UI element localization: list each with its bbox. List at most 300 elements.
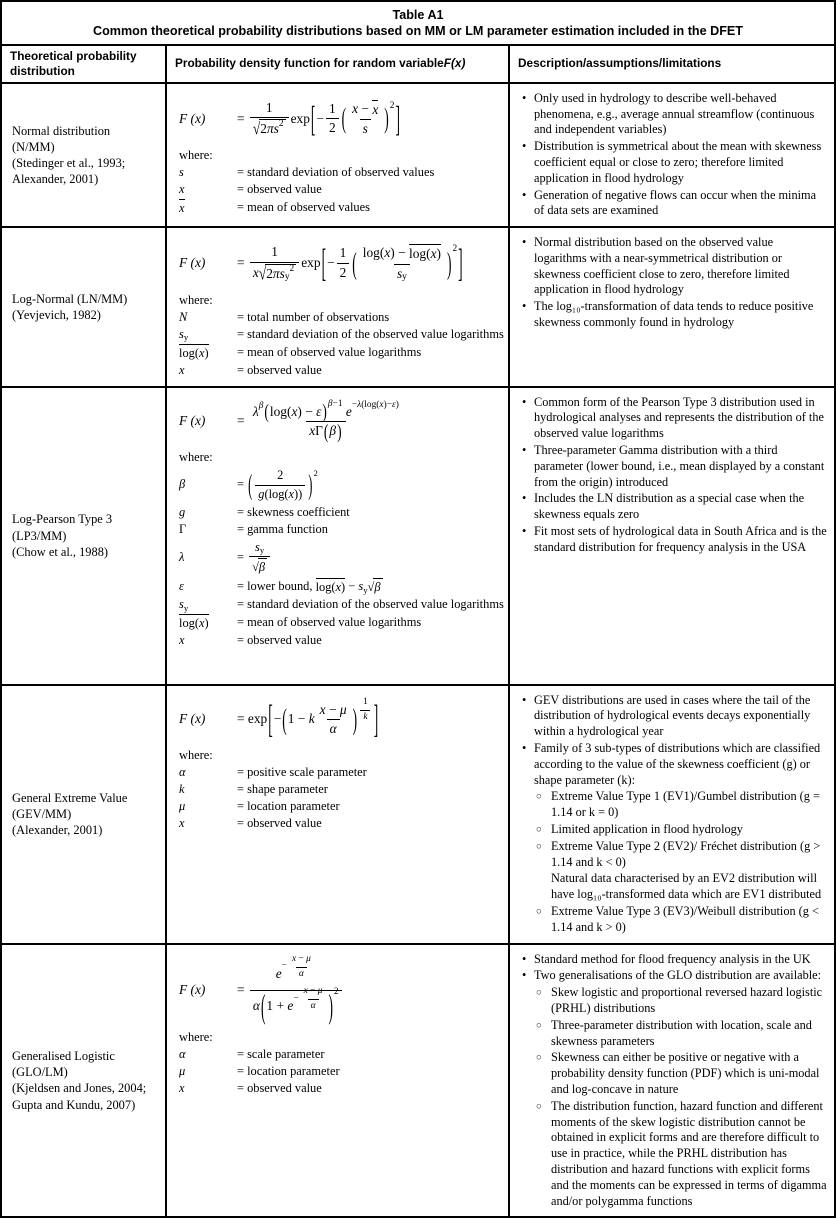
math-token: − (351, 399, 358, 410)
math-token: λ (179, 549, 185, 564)
where-description (237, 539, 272, 577)
math-token (250, 117, 289, 138)
math-token: 1 (339, 245, 347, 261)
superscript (259, 401, 264, 413)
square-root (253, 119, 286, 138)
where-entry (179, 326, 504, 343)
math-token: = gamma function (237, 521, 328, 536)
pdf-formula (179, 243, 500, 284)
distribution-cell (2, 686, 167, 943)
math-token: = observed value (237, 1081, 322, 1096)
math-token: μ (179, 799, 186, 814)
math-token: (log( (264, 486, 289, 501)
math-token: − (316, 110, 324, 126)
where-description (237, 765, 367, 781)
math-token: = standard deviation of the observed value logarithms (237, 597, 504, 612)
math-token: = observed value (237, 633, 322, 648)
math-token: x (179, 1081, 185, 1096)
where-entry (179, 578, 500, 596)
where-entry (179, 816, 500, 832)
description-cell (510, 388, 834, 684)
math-token: x (309, 423, 316, 439)
where-symbol (179, 799, 237, 815)
math-token: 2 (452, 244, 458, 255)
math-token: x (179, 816, 185, 831)
math-token (250, 262, 299, 283)
col-header-pdf-fx: F(x) (443, 56, 466, 71)
math-token: y (183, 332, 189, 343)
math-token: β (179, 477, 186, 492)
where-entry (179, 199, 500, 217)
math-token: 1 (363, 697, 368, 708)
subscript (363, 585, 367, 596)
distribution-name-line: Alexander, 2001) (12, 172, 99, 187)
math-token (337, 263, 350, 282)
math-token (250, 986, 342, 1025)
where-entry (179, 633, 500, 649)
fraction (250, 100, 289, 139)
math-token: − (293, 993, 299, 1004)
math-token: x (319, 701, 326, 717)
where-label: where: (179, 1030, 213, 1045)
math-token (289, 954, 314, 967)
math-token: ) (204, 345, 209, 360)
where-description (237, 1047, 324, 1063)
fraction (360, 244, 444, 283)
math-token: = mean of observed value logarithms (237, 615, 422, 630)
distribution-name-line: Gupta and Kundu, 2007) (12, 1097, 136, 1112)
table-row-normal (2, 84, 834, 228)
math-token (337, 245, 350, 263)
square-root (252, 558, 267, 576)
distribution-name-line: Normal distribution (12, 123, 111, 138)
formula-body (237, 99, 401, 140)
description-bullet: • The log₁₀-transformation of data tends to reduce positive skewness commonly found in hydrology (520, 299, 828, 331)
math-token: − (273, 711, 282, 727)
math-token (296, 967, 307, 981)
where-symbol (179, 199, 237, 217)
where-description (237, 615, 421, 631)
math-token: = positive scale parameter (237, 765, 367, 780)
math-token: x (379, 399, 384, 410)
table-row-log-pearson-type-3 (2, 388, 834, 686)
math-token: = skewness coefficient (237, 504, 350, 519)
superscript (282, 953, 316, 981)
math-token: − (358, 100, 373, 116)
description-bullet: ○ Extreme Value Type 2 (EV2)/ Fréchet distribution (g > 1.14 and k < 0) (520, 839, 828, 871)
math-token: 2 (389, 100, 395, 111)
table-row-general-extreme-value (2, 686, 834, 945)
where-entry (179, 522, 500, 538)
overline (179, 614, 209, 632)
math-token: α (252, 997, 260, 1013)
where-entry (179, 799, 500, 815)
math-token: ) − (390, 245, 410, 261)
math-token: x (303, 986, 308, 997)
stretchy-bracket: ) (447, 245, 452, 281)
math-token: e (287, 997, 294, 1013)
where-symbol (179, 550, 237, 566)
math-token: y (363, 584, 368, 595)
description-bullet: • GEV distributions are used in cases where the tail of the distribution of hydrological events decays exponentially within a hydrological year (520, 693, 828, 740)
math-token: β (258, 401, 264, 412)
math-token: x (384, 245, 391, 261)
distribution-name-line: (N/MM) (12, 139, 55, 154)
math-token: α (179, 1047, 186, 1062)
math-token: g (258, 486, 265, 501)
math-token: = (237, 477, 248, 492)
superscript (313, 468, 317, 479)
where-description (237, 799, 340, 815)
math-token: s (358, 579, 364, 594)
description-bullet: ○ The distribution function, hazard function and different moments of the skew logistic distribution cannot be obtained in explicit forms and are therefore difficult to use in practice, while the PRHL distribution has distribution and hazard functions with explicit forms and the moments can be expressed in terms of digamma and/or polygamma functions (520, 1099, 828, 1210)
math-token: log( (269, 403, 292, 419)
math-token: x (252, 264, 259, 280)
math-token: β (258, 560, 266, 575)
math-token: log( (362, 245, 385, 261)
where-symbol (179, 597, 237, 613)
table-title-block (2, 2, 834, 46)
math-token: exp (301, 254, 321, 270)
math-token: = standard deviation of observed values (237, 165, 435, 180)
table-row-log-normal (2, 228, 834, 388)
fraction (326, 101, 339, 138)
where-description (237, 816, 322, 832)
math-token: 1 (271, 244, 278, 260)
distribution-name-line: (Alexander, 2001) (12, 823, 103, 838)
math-token: ) (436, 246, 442, 262)
math-token (317, 702, 350, 720)
where-label: where: (179, 748, 213, 763)
math-token: = (237, 982, 248, 998)
description-bullet: ○ Three-parameter distribution with location, scale and skewness parameters (520, 1018, 828, 1050)
description-bullet: Natural data characterised by an EV2 distribution will have log₁₀-transformed data which are EV1 distributed (551, 871, 822, 902)
math-token: 1 (328, 100, 336, 116)
math-token: s (255, 539, 260, 554)
math-token (306, 420, 345, 443)
math-token: x (430, 246, 437, 262)
stretchy-bracket: [ (268, 697, 273, 742)
where-description (237, 200, 370, 216)
description-bullet: • Family of 3 sub-types of distributions which are classified according to the value of the skewness coefficient (g) or shape parameter (k): (520, 741, 828, 788)
where-description (237, 363, 322, 379)
table-body (2, 84, 834, 1217)
math-token (360, 710, 370, 724)
math-token (250, 398, 402, 423)
math-token: 2 (328, 120, 336, 136)
math-token: = observed value (237, 362, 322, 377)
math-token: α (310, 1001, 316, 1012)
math-token (268, 244, 281, 262)
stretchy-bracket: [ (321, 241, 327, 285)
pdf-formula (179, 954, 500, 1025)
subscript (184, 603, 188, 614)
math-token: α (329, 721, 337, 737)
math-token: x (291, 954, 297, 965)
superscript (290, 264, 295, 276)
pdf-formula (179, 99, 500, 140)
stretchy-bracket: ) (308, 468, 313, 501)
distribution-name-line: (GLO/LM) (12, 1065, 68, 1080)
superscript (328, 399, 343, 411)
fraction (249, 540, 270, 576)
stretchy-bracket: ( (264, 400, 269, 423)
square-root (368, 578, 383, 596)
math-token: y (402, 272, 407, 283)
math-token: x (352, 100, 359, 116)
math-token: − (307, 986, 318, 997)
math-token: μ (339, 701, 347, 717)
math-token (301, 986, 326, 999)
math-token: μ (306, 954, 311, 965)
overline (316, 578, 346, 596)
fraction (250, 398, 402, 443)
description-bullet: • Generation of negative flows can occur when the minima of data sets are examined (520, 188, 828, 220)
stretchy-bracket: ( (260, 986, 266, 1025)
where-description (237, 505, 350, 521)
math-token: g (179, 504, 186, 519)
math-token: = mean of observed value logarithms (237, 344, 422, 359)
math-token (259, 119, 285, 138)
table-number: Table A1 (392, 8, 444, 22)
description-bullet: • Standard method for flood frequency analysis in the UK (520, 952, 828, 968)
math-token (327, 719, 340, 738)
pdf-formula (179, 697, 500, 742)
math-token: k (179, 782, 185, 797)
math-token: λ (252, 403, 259, 419)
math-token: y (259, 545, 265, 556)
description-bullet: ○ Extreme Value Type 3 (EV3)/Weibull distribution (g < 1.14 and k > 0) (520, 904, 828, 936)
where-description (237, 522, 328, 538)
math-token: πs (266, 121, 279, 137)
stretchy-bracket: ) (352, 702, 358, 736)
where-entry (179, 1064, 500, 1080)
math-token: = location parameter (237, 1064, 340, 1079)
stretchy-bracket: [ (310, 98, 316, 139)
math-token: y (284, 272, 290, 283)
where-symbol (179, 505, 237, 521)
where-description (237, 578, 383, 596)
where-symbol (179, 165, 237, 181)
math-token: x (179, 362, 185, 377)
math-token (308, 999, 319, 1013)
math-token: log( (179, 616, 199, 631)
description-cell (510, 686, 834, 943)
stretchy-bracket: ( (323, 420, 329, 443)
stretchy-bracket: ) (337, 420, 342, 443)
overline (179, 344, 209, 362)
where-symbol (179, 327, 237, 343)
math-token: μ (317, 986, 323, 997)
overline (372, 100, 378, 119)
math-token: ε (316, 403, 322, 419)
math-token: 2 (266, 265, 273, 281)
math-token: πs (272, 265, 285, 281)
math-token (263, 100, 276, 118)
math-token: = shape parameter (237, 782, 328, 797)
where-entry (179, 1047, 500, 1063)
stretchy-bracket: ] (458, 241, 463, 285)
description-bullet: • Only used in hydrology to describe well-behaved phenomena, e.g., average annual streamflow (continuous and independent variables) (520, 91, 828, 138)
math-token: )− (383, 399, 393, 410)
where-description (237, 782, 328, 798)
math-token (274, 468, 286, 485)
math-token: ) (204, 616, 209, 631)
math-token: = location parameter (237, 799, 340, 814)
math-token: N (179, 309, 188, 324)
radical-sign: √ (367, 579, 375, 594)
math-token: 2 (339, 264, 347, 280)
superscript (279, 119, 284, 131)
stretchy-bracket: ) (384, 102, 389, 135)
description-bullet: • Two generalisations of the GLO distribution are available: (520, 968, 828, 984)
math-token: Γ (179, 521, 187, 536)
formula-body (237, 697, 379, 742)
fx-label: F (x) (179, 982, 206, 998)
where-symbol (179, 765, 237, 781)
math-token: = observed value (237, 182, 322, 197)
math-token: 2 (278, 119, 284, 130)
superscript (452, 244, 457, 256)
math-token: = (237, 711, 248, 727)
description-bullet: ○ Skewness can either be positive or negative with a probability density function (PDF) which is uni-modal and log-concave in nature (520, 1050, 828, 1097)
math-token: = lower bound, (237, 579, 316, 594)
pdf-cell (167, 228, 510, 386)
where-entry (179, 614, 500, 632)
stretchy-bracket: ( (341, 102, 347, 135)
where-symbol (179, 816, 237, 832)
distribution-name-line: Log-Normal (LN/MM) (12, 291, 128, 306)
math-token: log( (409, 246, 431, 262)
radical-sign: √ (252, 559, 259, 574)
stretchy-bracket: ( (282, 702, 287, 736)
math-token: Γ (315, 423, 323, 439)
math-token: (log( (361, 399, 380, 410)
math-token: = (237, 254, 248, 270)
math-token: log( (179, 345, 199, 360)
where-entry (179, 505, 500, 521)
where-entry (179, 597, 504, 613)
stretchy-bracket: ( (352, 245, 357, 281)
distribution-name-line: (Yevjevich, 1982) (12, 307, 101, 322)
superscript (390, 101, 395, 113)
pdf-cell (167, 686, 510, 943)
where-symbol (179, 1081, 237, 1097)
formula-body (237, 954, 344, 1025)
col-header-description: Description/assumptions/limitations (518, 56, 722, 71)
subscript (260, 545, 264, 556)
distribution-name-line: (LP3/MM) (12, 528, 67, 543)
math-token: x (179, 633, 185, 648)
fx-label: F (x) (179, 711, 206, 727)
radical-sign: √ (258, 262, 267, 284)
description-bullet: • Includes the LN distribution as a special case when the skewness equals zero (520, 491, 828, 523)
formula-body (237, 398, 404, 443)
math-token: = (237, 413, 248, 429)
math-token: β (329, 423, 337, 439)
where-description (237, 633, 322, 649)
math-token: = (237, 549, 248, 564)
col-header-distribution: Theoretical probability distribution (2, 46, 167, 82)
math-token: x (179, 201, 185, 216)
math-token: α (179, 765, 186, 780)
math-token: k (308, 711, 315, 727)
fraction (360, 697, 371, 723)
description-bullet: • Distribution is symmetrical about the mean with skewness coefficient equal or close to zero; therefore limited application in flood hydrology (520, 139, 828, 186)
math-token: 1 − (287, 711, 309, 727)
where-description (237, 1064, 340, 1080)
stretchy-bracket: ) (328, 986, 333, 1025)
fraction (250, 954, 342, 1025)
math-token: α (298, 968, 304, 979)
math-token: )) (294, 486, 303, 501)
math-token: ε (179, 579, 184, 594)
math-token: − (281, 961, 287, 972)
where-entry (179, 539, 500, 577)
math-token (360, 697, 371, 710)
math-token: x (372, 101, 379, 117)
where-symbol (179, 477, 237, 493)
math-token (373, 578, 382, 596)
math-token: ) (395, 399, 399, 410)
where-symbol (179, 614, 237, 632)
math-token: exp (247, 711, 268, 727)
math-token: = mean of observed values (237, 200, 370, 215)
math-token: e (275, 966, 282, 982)
fraction (301, 986, 326, 1012)
where-symbol (179, 310, 237, 326)
where-description (237, 310, 389, 326)
math-token: μ (179, 1064, 186, 1079)
where-entry (179, 310, 500, 326)
description-bullet: • Three-parameter Gamma distribution with a third parameter (lower bound, i.e., mean displayed by a constant from the origin) introduced (520, 443, 828, 490)
math-token: x (288, 486, 295, 501)
math-token (360, 119, 371, 138)
where-entry (179, 182, 500, 198)
where-description (237, 467, 318, 503)
description-bullet: • Fit most sets of hydrological data in South Africa and is the standard distribution for frequency analysis in the USA (520, 524, 828, 556)
description-bullet: ○ Extreme Value Type 1 (EV1)/Gumbel distribution (g = 1.14 or k = 0) (520, 789, 828, 821)
fraction (317, 702, 350, 739)
math-token: x (198, 616, 205, 631)
math-token: s (362, 121, 368, 137)
fx-label: F (x) (179, 254, 206, 270)
pdf-formula (179, 398, 500, 443)
math-token: 2 (260, 121, 267, 137)
math-token: λ (357, 399, 362, 410)
where-entry (179, 363, 500, 379)
math-token: s (179, 165, 184, 180)
distribution-name-line: (Kjeldsen and Jones, 2004; (12, 1081, 147, 1096)
where-symbol (179, 579, 237, 595)
math-token: − (327, 254, 335, 270)
stretchy-bracket: ( (248, 468, 253, 501)
fraction (289, 954, 314, 980)
where-description (237, 597, 504, 613)
math-token: log( (315, 580, 336, 595)
math-token: 2 (277, 468, 284, 483)
table-header-row (2, 46, 834, 84)
where-description (237, 1081, 322, 1097)
math-token: − (345, 579, 359, 594)
math-token (258, 558, 267, 576)
where-label: where: (179, 450, 213, 465)
math-token: 1 (265, 99, 273, 115)
fraction (337, 245, 350, 282)
stretchy-bracket: ] (373, 697, 379, 742)
pdf-cell (167, 388, 510, 684)
math-token: k (363, 711, 368, 722)
